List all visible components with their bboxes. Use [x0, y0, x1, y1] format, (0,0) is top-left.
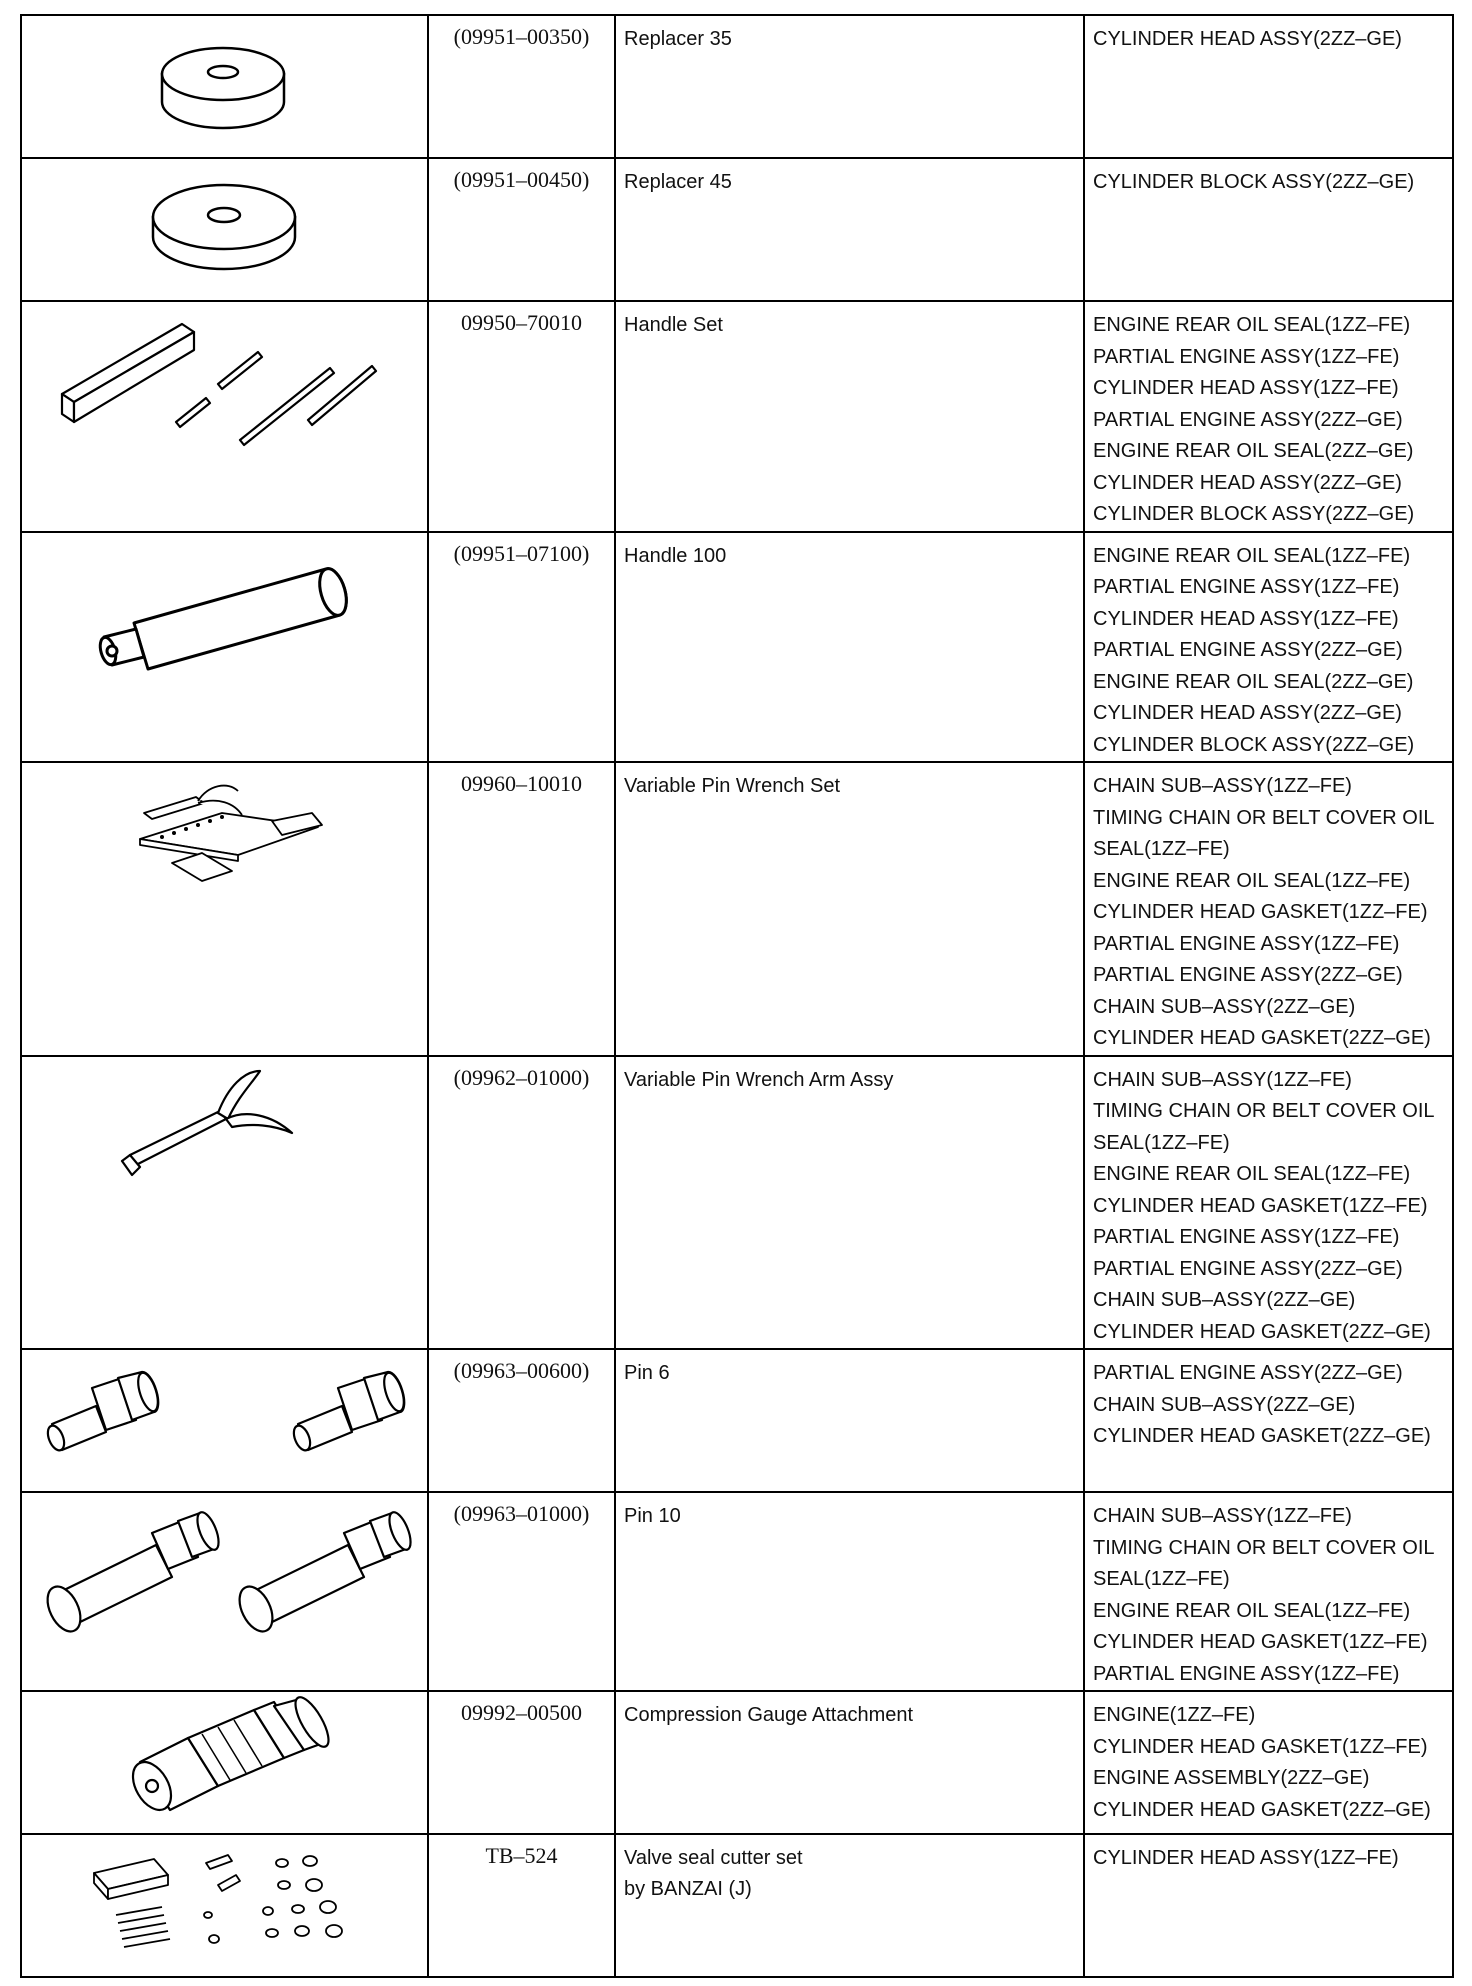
part-number: 09992–00500	[428, 1691, 615, 1834]
part-name: Variable Pin Wrench Arm Assy	[624, 1068, 894, 1091]
illustration-cell	[21, 301, 428, 532]
part-number: TB–524	[428, 1834, 615, 1977]
application-line: ENGINE REAR OIL SEAL(1ZZ–FE)	[1093, 544, 1411, 567]
application-line: TIMING CHAIN OR BELT COVER OIL	[1093, 806, 1435, 829]
application-cell	[1084, 301, 1453, 532]
part-name: Replacer 45	[624, 171, 732, 193]
part-name: by BANZAI (J)	[624, 1878, 752, 1900]
table-row	[21, 301, 1453, 532]
part-name-cell	[615, 158, 1084, 301]
application-line: SEAL(1ZZ–FE)	[1093, 1568, 1230, 1590]
application-line: ENGINE(1ZZ–FE)	[1093, 1704, 1256, 1726]
application-line: CYLINDER HEAD ASSY(1ZZ–FE)	[1093, 1847, 1399, 1869]
application-cell	[1084, 15, 1453, 158]
application-cell	[1084, 158, 1453, 301]
table-row	[21, 1056, 1453, 1350]
application-line: PARTIAL ENGINE ASSY(1ZZ–FE)	[1093, 576, 1400, 598]
part-name-cell	[615, 1834, 1084, 1977]
application-cell	[1084, 762, 1453, 1056]
application-line: CYLINDER HEAD ASSY(1ZZ–FE)	[1093, 377, 1399, 399]
special-service-tools-table	[20, 14, 1454, 1978]
part-name: Handle 100	[624, 544, 727, 567]
application-line: PARTIAL ENGINE ASSY(2ZZ–GE)	[1093, 964, 1403, 986]
illustration-cell	[21, 15, 428, 158]
part-name: Valve seal cutter set	[624, 1847, 803, 1869]
table-row	[21, 158, 1453, 301]
application-line: CYLINDER HEAD ASSY(2ZZ–GE)	[1093, 471, 1402, 494]
gauge-attachment-icon	[22, 1692, 427, 1833]
application-line: CYLINDER BLOCK ASSY(2ZZ–GE)	[1093, 171, 1415, 193]
table-row	[21, 15, 1453, 158]
application-line: CHAIN SUB–ASSY(1ZZ–FE)	[1093, 775, 1352, 797]
application-line: TIMING CHAIN OR BELT COVER OIL	[1093, 1100, 1435, 1122]
illustration-cell	[21, 1492, 428, 1691]
application-line: CYLINDER HEAD GASKET(1ZZ–FE)	[1093, 1735, 1428, 1758]
table-row	[21, 532, 1453, 763]
application-line: CHAIN SUB–ASSY(1ZZ–FE)	[1093, 1505, 1352, 1527]
illustration-cell	[21, 158, 428, 301]
application-cell	[1084, 1834, 1453, 1977]
part-number: 09950–70010	[428, 301, 615, 532]
replacer-ring-icon	[22, 159, 427, 300]
application-line: ENGINE REAR OIL SEAL(1ZZ–FE)	[1093, 869, 1411, 892]
table-row	[21, 1349, 1453, 1492]
table-row	[21, 1834, 1453, 1977]
application-cell	[1084, 1691, 1453, 1834]
application-line: PARTIAL ENGINE ASSY(1ZZ–FE)	[1093, 1662, 1400, 1685]
replacer-ring-icon	[22, 16, 427, 157]
table-row	[21, 1492, 1453, 1691]
application-line: PARTIAL ENGINE ASSY(2ZZ–GE)	[1093, 639, 1403, 661]
application-line: ENGINE REAR OIL SEAL(2ZZ–GE)	[1093, 670, 1414, 693]
application-line: CYLINDER HEAD GASKET(1ZZ–FE)	[1093, 1194, 1428, 1217]
application-line: PARTIAL ENGINE ASSY(1ZZ–FE)	[1093, 345, 1400, 368]
application-line: SEAL(1ZZ–FE)	[1093, 1131, 1230, 1154]
application-line: CYLINDER BLOCK ASSY(2ZZ–GE)	[1093, 503, 1415, 525]
application-cell	[1084, 1056, 1453, 1350]
application-line: ENGINE REAR OIL SEAL(2ZZ–GE)	[1093, 440, 1414, 462]
part-name-cell	[615, 15, 1084, 158]
table-row	[21, 762, 1453, 1056]
application-line: CHAIN SUB–ASSY(1ZZ–FE)	[1093, 1068, 1352, 1091]
part-name-cell	[615, 301, 1084, 532]
application-cell	[1084, 1349, 1453, 1492]
application-line: CYLINDER HEAD GASKET(1ZZ–FE)	[1093, 901, 1428, 923]
application-cell	[1084, 532, 1453, 763]
part-name-cell	[615, 762, 1084, 1056]
part-number: (09951–00450)	[428, 158, 615, 301]
application-line: CYLINDER HEAD GASKET(1ZZ–FE)	[1093, 1631, 1428, 1653]
part-name-cell	[615, 1691, 1084, 1834]
pin-wrench-set-icon	[22, 763, 427, 1055]
application-line: ENGINE REAR OIL SEAL(1ZZ–FE)	[1093, 1163, 1411, 1185]
pin-short-icon	[22, 1350, 427, 1491]
application-line: PARTIAL ENGINE ASSY(2ZZ–GE)	[1093, 408, 1403, 431]
application-line: CYLINDER HEAD ASSY(2ZZ–GE)	[1093, 702, 1402, 724]
application-line: ENGINE REAR OIL SEAL(1ZZ–FE)	[1093, 1599, 1411, 1622]
part-number: (09962–01000)	[428, 1056, 615, 1350]
illustration-cell	[21, 1834, 428, 1977]
application-line: PARTIAL ENGINE ASSY(1ZZ–FE)	[1093, 1226, 1400, 1248]
application-line: CYLINDER BLOCK ASSY(2ZZ–GE)	[1093, 733, 1415, 756]
part-name: Replacer 35	[624, 28, 732, 50]
application-line: PARTIAL ENGINE ASSY(2ZZ–GE)	[1093, 1257, 1403, 1280]
application-line: TIMING CHAIN OR BELT COVER OIL	[1093, 1536, 1435, 1559]
cutter-set-icon	[22, 1835, 427, 1976]
part-number: (09963–00600)	[428, 1349, 615, 1492]
application-cell	[1084, 1492, 1453, 1691]
part-name: Variable Pin Wrench Set	[624, 775, 841, 797]
application-line: CYLINDER HEAD GASKET(2ZZ–GE)	[1093, 1320, 1431, 1343]
illustration-cell	[21, 1691, 428, 1834]
handle-set-icon	[22, 302, 427, 531]
application-line: CYLINDER HEAD ASSY(1ZZ–FE)	[1093, 607, 1399, 630]
part-number: (09951–07100)	[428, 532, 615, 763]
part-name: Pin 10	[624, 1505, 681, 1527]
part-name-cell	[615, 1492, 1084, 1691]
application-line: CYLINDER HEAD GASKET(2ZZ–GE)	[1093, 1027, 1431, 1049]
illustration-cell	[21, 1056, 428, 1350]
application-line: CYLINDER HEAD GASKET(2ZZ–GE)	[1093, 1798, 1431, 1821]
pin-long-icon	[22, 1493, 427, 1690]
part-name: Pin 6	[624, 1362, 670, 1384]
handle-bar-icon	[22, 533, 427, 762]
part-number: 09960–10010	[428, 762, 615, 1056]
application-line: CHAIN SUB–ASSY(2ZZ–GE)	[1093, 995, 1356, 1018]
part-number: (09951–00350)	[428, 15, 615, 158]
illustration-cell	[21, 762, 428, 1056]
part-name-cell	[615, 1056, 1084, 1350]
part-name: Compression Gauge Attachment	[624, 1704, 914, 1726]
part-name-cell	[615, 1349, 1084, 1492]
illustration-cell	[21, 1349, 428, 1492]
part-number: (09963–01000)	[428, 1492, 615, 1691]
application-line: CHAIN SUB–ASSY(2ZZ–GE)	[1093, 1289, 1356, 1311]
illustration-cell	[21, 532, 428, 763]
pin-wrench-arm-icon	[22, 1057, 427, 1349]
application-line: ENGINE REAR OIL SEAL(1ZZ–FE)	[1093, 314, 1411, 336]
table-row	[21, 1691, 1453, 1834]
application-line: CHAIN SUB–ASSY(2ZZ–GE)	[1093, 1393, 1356, 1416]
application-line: ENGINE ASSEMBLY(2ZZ–GE)	[1093, 1767, 1370, 1789]
application-line: SEAL(1ZZ–FE)	[1093, 838, 1230, 860]
application-line: PARTIAL ENGINE ASSY(2ZZ–GE)	[1093, 1362, 1403, 1384]
application-line: PARTIAL ENGINE ASSY(1ZZ–FE)	[1093, 932, 1400, 955]
part-name-cell	[615, 532, 1084, 763]
application-line: CYLINDER HEAD GASKET(2ZZ–GE)	[1093, 1425, 1431, 1447]
application-line: CYLINDER HEAD ASSY(2ZZ–GE)	[1093, 28, 1402, 50]
part-name: Handle Set	[624, 314, 723, 336]
